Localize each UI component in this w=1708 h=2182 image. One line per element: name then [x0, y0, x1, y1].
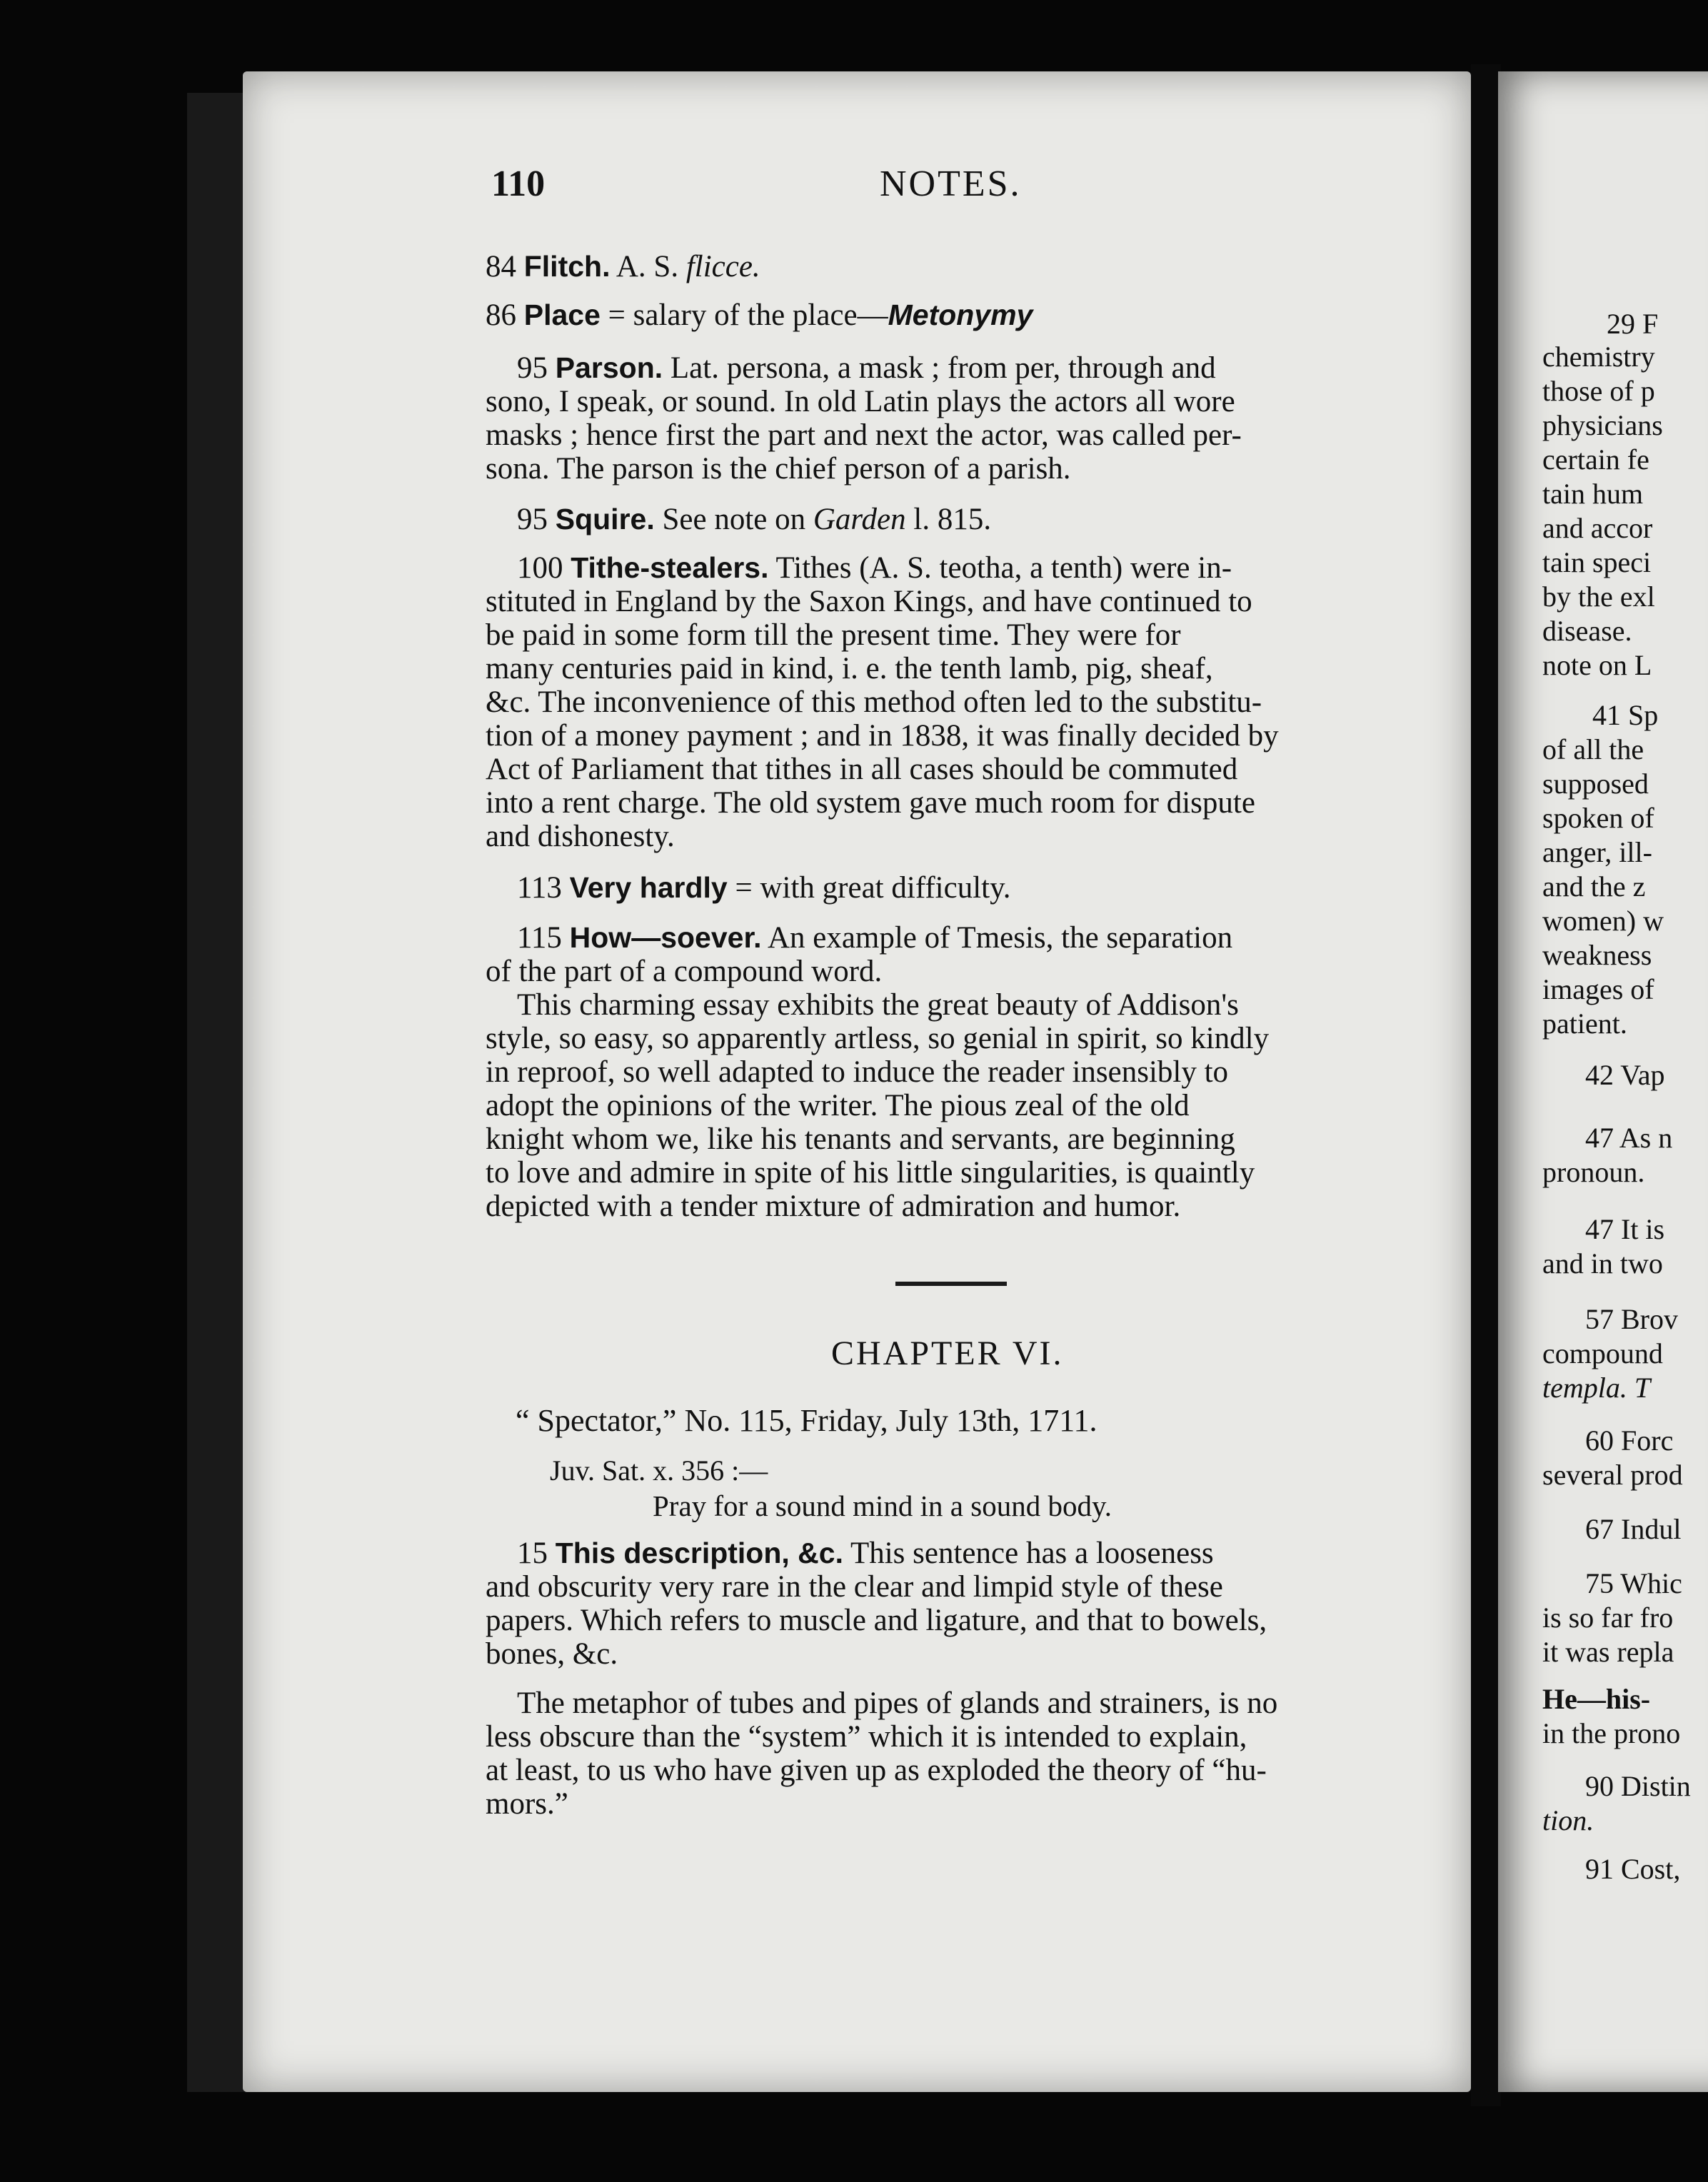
paragraph-line: mors.” — [486, 1787, 568, 1821]
chapter-source: “ Spectator,” No. 115, Friday, July 13th, 1711. — [516, 1403, 1097, 1438]
right-fragment: chemistry — [1542, 341, 1655, 373]
note-95-parson — [486, 351, 1421, 486]
right-fragment: 47 It is — [1585, 1213, 1665, 1245]
right-fragment: 67 Indul — [1585, 1513, 1682, 1545]
note-line: sona. The parson is the chief person of a parish. — [486, 452, 1071, 486]
note-italic: Garden — [813, 503, 906, 536]
right-fragment: tion. — [1542, 1804, 1594, 1836]
note-term: Parson. — [555, 351, 663, 384]
right-fragment: tain hum — [1542, 478, 1644, 510]
right-fragment: patient. — [1542, 1007, 1627, 1040]
paragraph-line: style, so easy, so apparently artless, so genial in spirit, so kindly — [486, 1022, 1270, 1055]
note-number: 100 — [517, 551, 563, 585]
note-text: l. 815. — [905, 503, 992, 536]
right-fragment: 41 Sp — [1592, 699, 1659, 731]
note-number: 86 — [486, 298, 516, 332]
note-113 — [486, 871, 1421, 905]
right-fragment: disease. — [1542, 615, 1632, 647]
note-number: 95 — [517, 503, 548, 536]
right-fragment: it was repla — [1542, 1636, 1674, 1668]
right-fragment: in the prono — [1542, 1717, 1681, 1749]
section-divider — [895, 1282, 1007, 1286]
note-line: An example of Tmesis, the separation — [767, 921, 1233, 955]
right-fragment: physicians — [1542, 409, 1663, 441]
right-fragment: weakness — [1542, 939, 1652, 971]
paragraph-line: in reproof, so well adapted to induce the reader insensibly to — [486, 1055, 1229, 1089]
right-fragment: 60 Forc — [1585, 1424, 1674, 1457]
note-line: of the part of a compound word. — [486, 955, 883, 988]
note-text: A. S. — [610, 250, 686, 283]
right-fragment: spoken of — [1542, 802, 1654, 834]
chapter-heading: CHAPTER VI. — [831, 1334, 1064, 1372]
right-fragment: by the exl — [1542, 580, 1655, 613]
epigraph-reference: Juv. Sat. x. 356 :— — [550, 1454, 768, 1487]
note-line: Lat. persona, a mask ; from per, through and — [670, 351, 1216, 385]
right-fragment: 75 Whic — [1585, 1567, 1682, 1599]
note-term: Tithe-stealers. — [571, 551, 769, 584]
right-fragment: tain speci — [1542, 546, 1652, 578]
paragraph-line: depicted with a tender mixture of admiration and humor. — [486, 1190, 1181, 1223]
right-fragment: 57 Brov — [1585, 1303, 1678, 1335]
paragraph-line: at least, to us who have given up as exploded the theory of “hu- — [486, 1754, 1267, 1787]
note-line: be paid in some form till the present time. They were for — [486, 618, 1181, 652]
paragraph-line: knight whom we, like his tenants and servants, are beginning — [486, 1122, 1235, 1156]
right-fragment: pronoun. — [1542, 1156, 1645, 1188]
note-86 — [486, 298, 1421, 332]
right-fragment: and accor — [1542, 512, 1653, 544]
note-number: 113 — [517, 871, 562, 905]
note-term: Flitch. — [523, 250, 611, 283]
right-fragment: images of — [1542, 973, 1654, 1005]
note-line: and obscurity very rare in the clear and limpid style of these — [486, 1570, 1223, 1604]
note-line: &c. The inconvenience of this method often led to the substitu- — [486, 685, 1262, 719]
note-line: papers. Which refers to muscle and ligature, and that to bowels, — [486, 1604, 1267, 1637]
paragraph-line: adopt the opinions of the writer. The pious zeal of the old — [486, 1089, 1190, 1122]
note-84 — [486, 250, 1421, 283]
right-fragment: is so far fro — [1542, 1602, 1674, 1634]
paragraph-line: The metaphor of tubes and pipes of glands and strainers, is no — [517, 1686, 1278, 1720]
right-fragment: and in two — [1542, 1247, 1663, 1279]
note-term: Place — [523, 298, 601, 331]
note-term: Squire. — [555, 503, 655, 536]
note-line: Tithes (A. S. teotha, a tenth) were in- — [775, 551, 1232, 585]
book-spine — [187, 93, 244, 2092]
paragraph-line: This charming essay exhibits the great beauty of Addison's — [517, 988, 1239, 1022]
note-line: This sentence has a looseness — [850, 1537, 1214, 1570]
right-fragment: supposed — [1542, 768, 1649, 800]
note-100-tithe-stealers — [486, 551, 1421, 853]
right-fragment: He—his- — [1542, 1683, 1651, 1715]
note-number: 84 — [486, 250, 516, 283]
note-line: tion of a money payment ; and in 1838, it was finally decided by — [486, 719, 1279, 753]
paragraph-line: to love and admire in spite of his little singularities, is quaintly — [486, 1156, 1255, 1190]
right-fragment: 29 F — [1607, 308, 1659, 340]
note-italic: flicce. — [685, 250, 760, 283]
note-line: stituted in England by the Saxon Kings, and have continued to — [486, 585, 1252, 618]
essay-paragraph — [486, 988, 1421, 1223]
note-number: 95 — [517, 351, 548, 385]
right-fragment: 42 Vap — [1585, 1059, 1665, 1091]
page-gutter — [1471, 64, 1501, 2106]
note-term: This description, &c. — [555, 1537, 843, 1569]
right-fragment: 91 Cost, — [1585, 1853, 1681, 1885]
note-115 — [486, 921, 1421, 988]
right-fragment: certain fe — [1542, 443, 1649, 476]
paragraph-line: less obscure than the “system” which it is intended to explain, — [486, 1720, 1247, 1754]
note-95-squire — [486, 503, 1421, 536]
right-fragment: anger, ill- — [1542, 836, 1652, 868]
right-fragment: several prod — [1542, 1459, 1683, 1491]
note-number: 115 — [517, 921, 562, 955]
note-number: 15 — [517, 1537, 548, 1570]
note-term: Very hardly — [569, 871, 728, 904]
right-fragment: those of p — [1542, 375, 1655, 407]
right-fragment: women) w — [1542, 905, 1664, 937]
note-line: masks ; hence first the part and next the actor, was called per- — [486, 418, 1242, 452]
right-fragment: and the z — [1542, 870, 1646, 903]
page-number: 110 — [491, 164, 546, 204]
note-line: many centuries paid in kind, i. e. the tenth lamb, pig, sheaf, — [486, 652, 1213, 685]
right-fragment: of all the — [1542, 733, 1644, 765]
right-fragment: 47 As n — [1585, 1122, 1673, 1154]
right-fragment: note on L — [1542, 649, 1652, 681]
note-text: = with great difficulty. — [727, 871, 1011, 905]
right-fragment: compound — [1542, 1337, 1663, 1369]
note-text: = salary of the place— — [600, 298, 888, 332]
epigraph-text: Pray for a sound mind in a sound body. — [653, 1489, 1112, 1522]
note-italic: Metonymy — [888, 298, 1033, 331]
note-15 — [486, 1537, 1421, 1671]
page-title: NOTES. — [880, 164, 1022, 204]
note-line: sono, I speak, or sound. In old Latin plays the actors all wore — [486, 385, 1235, 418]
note-line: into a rent charge. The old system gave much room for dispute — [486, 786, 1255, 820]
note-line: Act of Parliament that tithes in all cases should be commuted — [486, 753, 1238, 786]
metaphor-paragraph — [486, 1686, 1421, 1821]
note-term: How—soever. — [569, 921, 762, 954]
right-fragment: templa. T — [1542, 1372, 1651, 1404]
right-fragment: 90 Distin — [1585, 1770, 1691, 1802]
note-line: and dishonesty. — [486, 820, 675, 853]
note-text: See note on — [654, 503, 813, 536]
note-line: bones, &c. — [486, 1637, 618, 1671]
